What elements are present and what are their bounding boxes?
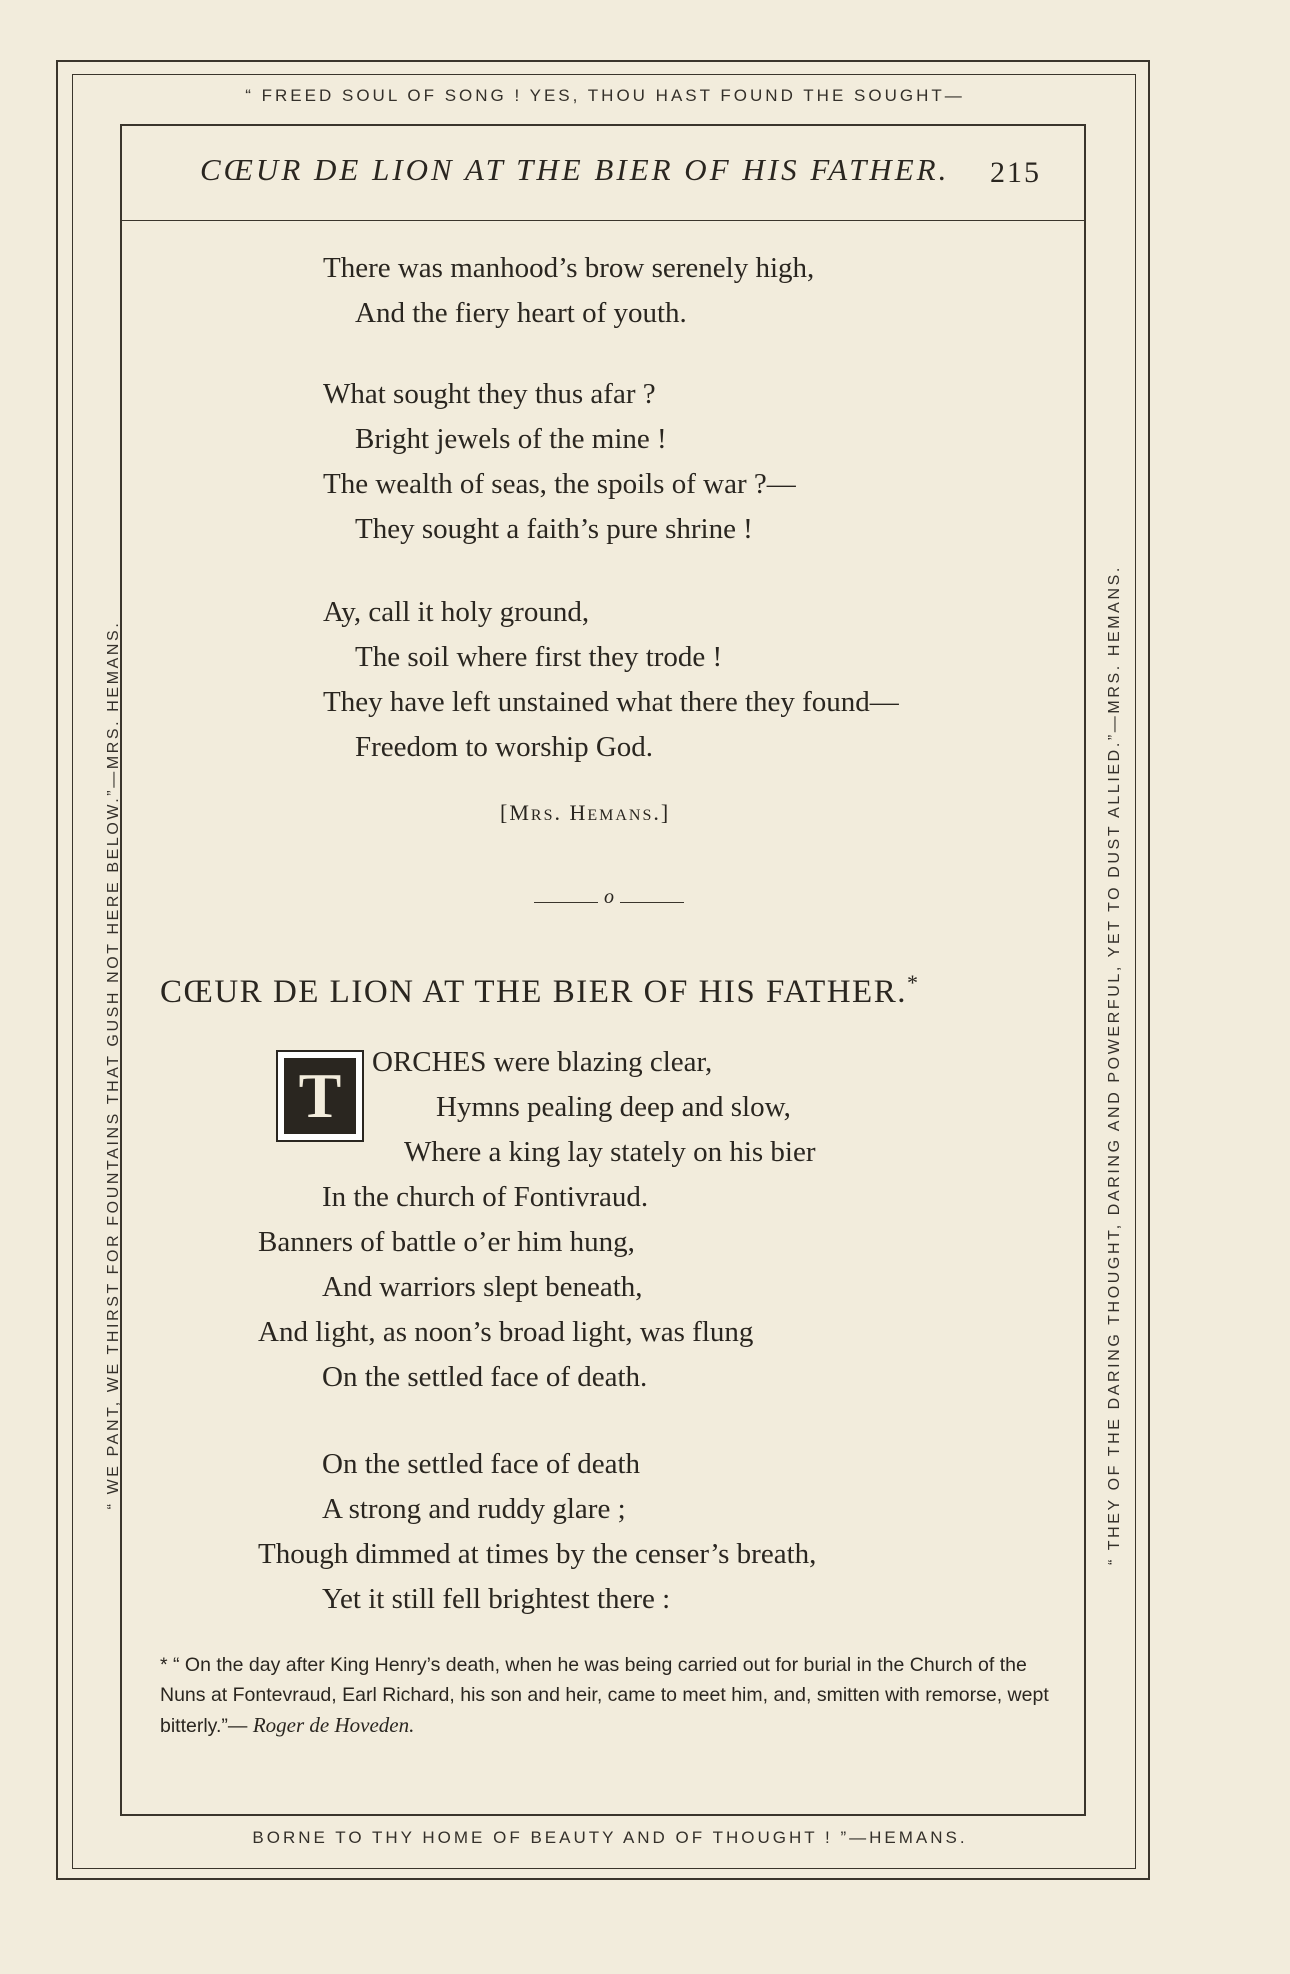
outer-border-top xyxy=(56,60,1150,62)
panel-border-right xyxy=(1084,124,1086,1816)
footnote-text: * “ On the day after King Henry’s death, when he was being carried out for burial in the Church of the Nuns at Fontevraud, Earl Richard, his son and heir, came to meet him, and, smitten with remorse, wept bitterly.”— xyxy=(160,1654,1049,1737)
poem-stanza xyxy=(323,246,814,336)
verse-line: Hymns pealing deep and slow, xyxy=(436,1091,791,1123)
footnote-source: Roger de Hoveden. xyxy=(252,1713,415,1737)
verse-line: Bright jewels of the mine ! xyxy=(355,423,667,455)
verse-line: Ay, call it holy ground, xyxy=(323,596,590,628)
verse-line: They sought a faith’s pure shrine ! xyxy=(355,513,753,545)
page-number: 215 xyxy=(990,156,1041,189)
poem-stanza xyxy=(372,1040,816,1175)
outer-border-left xyxy=(56,60,58,1880)
verse-line: There was manhood’s brow serenely high, xyxy=(323,252,815,284)
poem-stanza xyxy=(258,1175,753,1400)
outer-border-right xyxy=(1148,60,1150,1880)
right-motto: “ THEY OF THE DARING THOUGHT, DARING AND POWERFUL, YET TO DUST ALLIED.”—MRS. HEMANS. xyxy=(1106,565,1123,1565)
verse-line: ORCHES were blazing clear, xyxy=(372,1046,713,1078)
verse-line: The soil where first they trode ! xyxy=(355,641,723,673)
verse-line: On the settled face of death xyxy=(322,1448,641,1480)
verse-line: What sought they thus afar ? xyxy=(323,378,656,410)
panel-border-top xyxy=(120,124,1086,126)
footnote-marker: * xyxy=(906,970,920,995)
verse-line: Banners of battle o’er him hung, xyxy=(258,1226,635,1258)
verse-line: The wealth of seas, the spoils of war ?— xyxy=(323,468,796,500)
verse-line: On the settled face of death. xyxy=(322,1361,648,1393)
verse-line: Though dimmed at times by the censer’s breath, xyxy=(258,1538,817,1570)
poem-title: CŒUR DE LION AT THE BIER OF HIS FATHER.* xyxy=(160,970,920,1010)
verse-line: And light, as noon’s broad light, was flung xyxy=(258,1316,754,1348)
bottom-motto: BORNE TO THY HOME OF BEAUTY AND OF THOUGHT ! ”—HEMANS. xyxy=(252,1828,968,1847)
footnote xyxy=(160,1650,1060,1741)
verse-line: In the church of Fontivraud. xyxy=(322,1181,649,1213)
poem-stanza xyxy=(323,590,899,770)
verse-line: They have left unstained what there they found— xyxy=(323,686,899,718)
verse-line: Yet it still fell brightest there : xyxy=(322,1583,671,1615)
outer-border-bottom xyxy=(56,1878,1150,1880)
divider-rule xyxy=(534,902,598,903)
drop-cap-letter: T xyxy=(284,1058,356,1134)
poem-stanza xyxy=(323,372,796,552)
verse-line: And warriors slept beneath, xyxy=(322,1271,643,1303)
drop-cap xyxy=(276,1050,364,1142)
inner-frame-bottom xyxy=(72,1868,1136,1869)
header-rule xyxy=(120,220,1086,221)
running-title: CŒUR DE LION AT THE BIER OF HIS FATHER. xyxy=(200,152,950,187)
inner-frame-top xyxy=(72,74,1136,75)
divider-mark: o xyxy=(604,886,614,908)
verse-line: Freedom to worship God. xyxy=(355,731,654,763)
left-motto: “ WE PANT, WE THIRST FOR FOUNTAINS THAT GUSH NOT HERE BELOW.”—MRS. HEMANS. xyxy=(105,620,122,1510)
attribution: [MRS. HEMANS.] xyxy=(500,800,671,825)
verse-line: And the fiery heart of youth. xyxy=(355,297,687,329)
verse-line: Where a king lay stately on his bier xyxy=(404,1136,816,1168)
inner-frame-right xyxy=(1135,74,1136,1869)
divider-rule xyxy=(620,902,684,903)
top-motto: “ FREED SOUL OF SONG ! YES, THOU HAST FOUND THE SOUGHT— xyxy=(245,86,965,105)
panel-border-bottom xyxy=(120,1814,1086,1816)
section-divider xyxy=(534,886,684,912)
poem-stanza xyxy=(258,1442,816,1622)
inner-frame-left xyxy=(72,74,73,1869)
verse-line: A strong and ruddy glare ; xyxy=(322,1493,626,1525)
